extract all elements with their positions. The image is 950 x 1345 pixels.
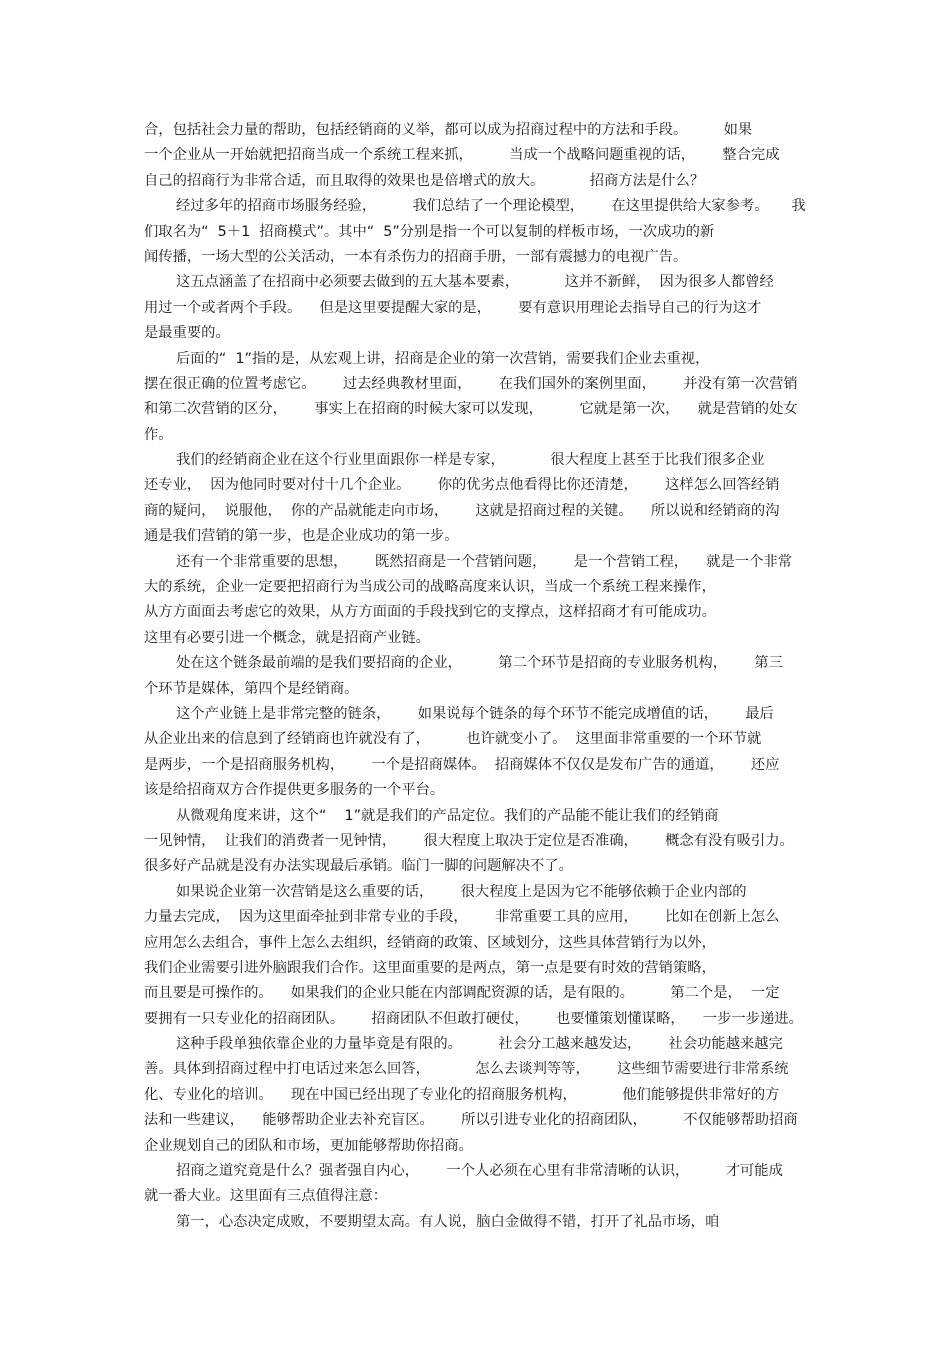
text-line: 处在这个链条最前端的是我们要招商的企业， 第二个环节是招商的专业服务机构， 第三 xyxy=(176,655,783,672)
text-line: 后面的“ 1”指的是，从宏观上讲，招商是企业的第一次营销，需要我们企业去重视， xyxy=(176,350,710,367)
text-line: 这个产业链上是非常完整的链条， 如果说每个链条的每个环节不能完成增值的话， 最后 xyxy=(176,705,774,722)
text-line: 力量去完成， 因为这里面牵扯到非常专业的手段， 非常重要工具的应用， 比如在创新上怎么 xyxy=(144,909,780,926)
text-line: 从微观角度来讲，这个“ 1”就是我们的产品定位。我们的产品能不能让我们的经销商 xyxy=(176,807,719,824)
text-line: 这种手段单独依靠企业的力量毕竟是有限的。 社会分工越来越发达， 社会功能越来越完 xyxy=(176,1036,783,1053)
text-line: 一见钟情， 让我们的消费者一见钟情， 很大程度上取决于定位是否准确， 概念有没有吸引力。 xyxy=(144,832,794,849)
text-line: 就一番大业。这里面有三点值得注意： xyxy=(144,1188,388,1205)
text-line: 企业规划自己的团队和市场，更加能够帮助你招商。 xyxy=(144,1137,473,1154)
text-line: 和第二次营销的区分， 事实上在招商的时候大家可以发现， 它就是第一次， 就是营销的处女 xyxy=(144,401,798,418)
text-line: 商的疑问， 说服他， 你的产品就能走向市场， 这就是招商过程的关键。 所以说和经销商的沟 xyxy=(144,502,780,519)
text-line: 应用怎么去组合，事件上怎么去组织，经销商的政策、区域划分，这些具体营销行为以外， xyxy=(144,934,716,951)
text-line: 很多好产品就是没有办法实现最后承销。临门一脚的问题解决不了。 xyxy=(144,858,573,875)
text-line: 如果说企业第一次营销是这么重要的话， 很大程度上是因为它不能够依赖于企业内部的 xyxy=(176,883,747,900)
text-line: 大的系统，企业一定要把招商行为当成公司的战略高度来认识，当成一个系统工程来操作， xyxy=(144,579,716,596)
text-line: 经过多年的招商市场服务经验， 我们总结了一个理论模型， 在这里提供给大家参考。 我 xyxy=(176,198,806,215)
text-line: 个环节是媒体，第四个是经销商。 xyxy=(144,680,359,697)
text-line: 闻传播，一场大型的公关活动，一本有杀伤力的招商手册，一部有震撼力的电视广告。 xyxy=(144,248,688,265)
text-line: 我们企业需要引进外脑跟我们合作。这里面重要的是两点，第一点是要有时效的营销策略， xyxy=(144,959,716,976)
text-line: 通是我们营销的第一步，也是企业成功的第一步。 xyxy=(144,528,459,545)
text-line: 这里有必要引进一个概念，就是招商产业链。 xyxy=(144,629,430,646)
text-line: 第一，心态决定成败，不要期望太高。有人说，脑白金做得不错，打开了礼品市场，咱 xyxy=(176,1213,720,1230)
text-line: 要拥有一只专业化的招商团队。 招商团队不但敢打硬仗， 也要懂策划懂谋略， 一步一步递进。 xyxy=(144,1010,803,1027)
text-line: 这五点涵盖了在招商中必须要去做到的五大基本要素， 这并不新鲜， 因为很多人都曾经 xyxy=(176,274,774,291)
text-line: 合，包括社会力量的帮助，包括经销商的义举，都可以成为招商过程中的方法和手段。 如果 xyxy=(144,122,753,138)
text-line: 还有一个非常重要的思想， 既然招商是一个营销问题， 是一个营销工程， 就是一个非常 xyxy=(176,553,792,570)
text-line: 我们的经销商企业在这个行业里面跟你一样是专家， 很大程度上甚至于比我们很多企业 xyxy=(176,452,765,469)
text-line: 而且要是可操作的。 如果我们的企业只能在内部调配资源的话，是有限的。 第二个是， 一定 xyxy=(144,985,780,1002)
text-line: 善。具体到招商过程中打电话过来怎么回答， 怎么去谈判等等， 这些细节需要进行非常系统 xyxy=(144,1061,789,1078)
text-line: 化、专业化的培训。 现在中国已经出现了专业化的招商服务机构， 他们能够提供非常好的方 xyxy=(144,1086,780,1103)
text-line: 作。 xyxy=(144,426,173,443)
text-line: 自己的招商行为非常合适，而且取得的效果也是倍增式的放大。 招商方法是什么？ xyxy=(144,172,705,189)
text-line: 招商之道究竟是什么？强者强自内心， 一个人必须在心里有非常清晰的认识， 才可能成 xyxy=(176,1163,783,1180)
text-line: 用过一个或者两个手段。 但是这里要提醒大家的是， 要有意识用理论去指导自己的行为这才 xyxy=(144,299,762,316)
text-line: 从企业出来的信息到了经销商也许就没有了， 也许就变小了。 这里面非常重要的一个环节就 xyxy=(144,731,762,748)
text-line: 是最重要的。 xyxy=(144,325,230,342)
text-line: 一个企业从一开始就把招商当成一个系统工程来抓， 当成一个战略问题重视的话， 整合完成 xyxy=(144,147,780,164)
text-line: 还专业， 因为他同时要对付十几个企业。 你的优劣点他看得比你还清楚， 这样怎么回答经销 xyxy=(144,477,780,494)
text-line: 们取名为“ 5＋1 招商模式”。其中“ 5”分别是指一个可以复制的样板市场，一次成功的新 xyxy=(144,223,715,240)
text-line: 是两步，一个是招商服务机构， 一个是招商媒体。 招商媒体不仅仅是发布广告的通道， 还应 xyxy=(144,756,780,773)
text-line: 法和一些建议， 能够帮助企业去补充盲区。 所以引进专业化的招商团队， 不仅能够帮助招商 xyxy=(144,1112,798,1129)
body-text xyxy=(144,118,809,1235)
text-line: 该是给招商双方合作提供更多服务的一个平台。 xyxy=(144,782,445,799)
text-line: 从方方面面去考虑它的效果，从方方面面的手段找到它的支撑点，这样招商才有可能成功。 xyxy=(144,604,716,621)
text-line: 摆在很正确的位置考虑它。 过去经典教材里面， 在我们国外的案例里面， 并没有第一次营销 xyxy=(144,375,798,392)
